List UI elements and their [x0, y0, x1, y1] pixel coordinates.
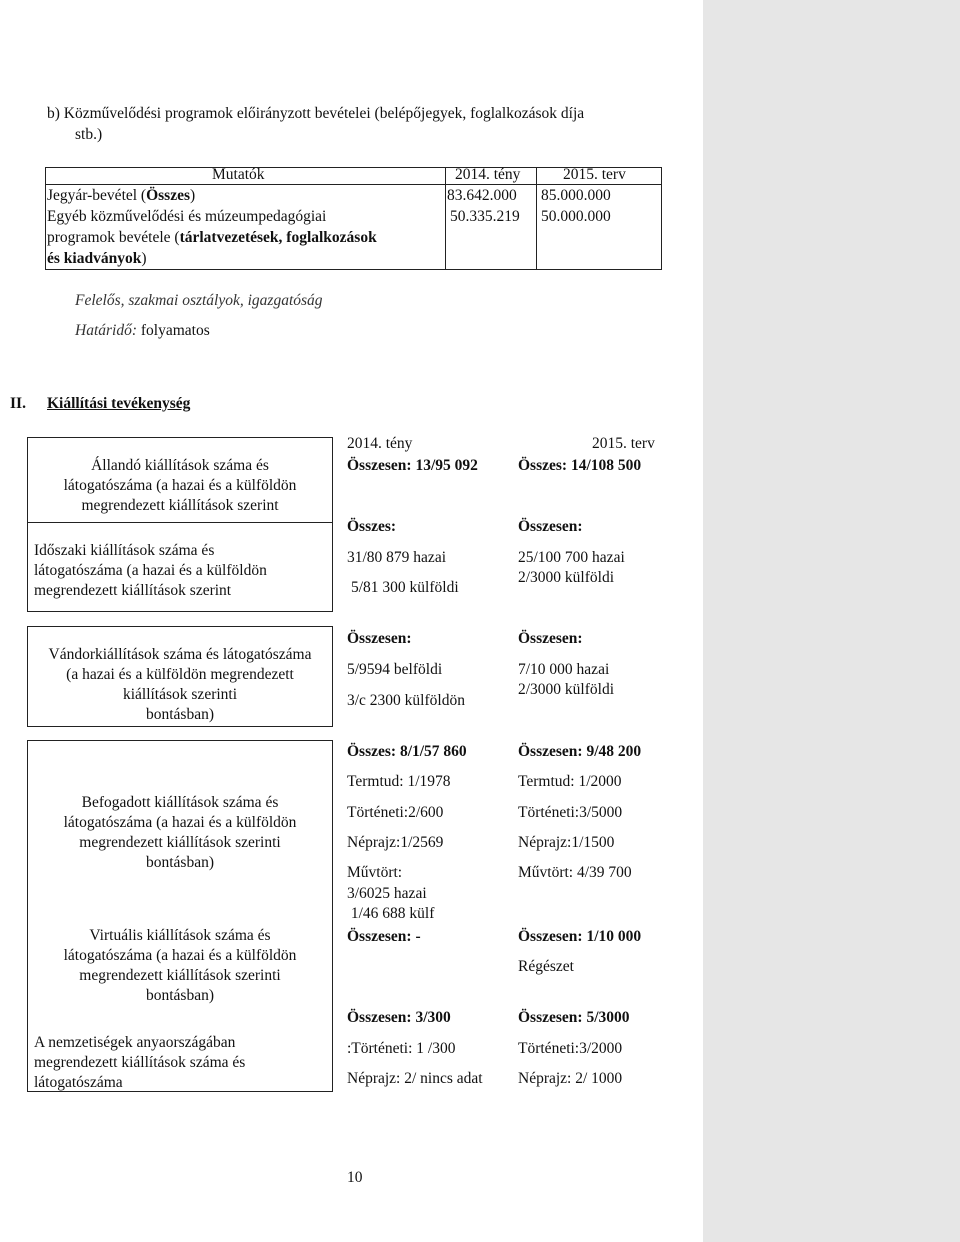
virtual-2015-line: Régészet	[518, 958, 574, 975]
virtual-label-line: Virtuális kiállítások száma és	[89, 927, 271, 944]
header-2015: 2015. terv	[563, 166, 626, 183]
received-2014-line: 1/46 688 külf	[347, 905, 435, 922]
travelling-2014-line: 3/c 2300 külföldön	[347, 692, 465, 709]
virtual-label-line: bontásban)	[145, 987, 214, 1004]
revenue-table-divider	[45, 184, 662, 185]
nationalities-label-line: látogatószáma	[34, 1074, 123, 1091]
received-label-line: megrendezett kiállítások szerinti	[79, 834, 281, 851]
permanent-label	[28, 456, 332, 516]
deadline-label: Határidő:	[75, 322, 137, 339]
deadline-value: folyamatos	[140, 322, 210, 339]
revenue-table-col-sep-1	[445, 167, 446, 270]
label-suffix: )	[190, 187, 196, 204]
received-label-line: Befogadott kiállítások száma és	[81, 794, 279, 811]
deadline-line	[75, 322, 210, 340]
temporary-2014-line: 31/80 879 hazai	[347, 549, 447, 566]
received-2015-head: Összesen: 9/48 200	[518, 743, 642, 760]
temporary-2015-line: 2/3000 külföldi	[518, 569, 615, 586]
temporary-2015-head: Összesen:	[518, 518, 583, 535]
permanent-label-line: látogatószáma (a hazai és a külföldön	[63, 477, 297, 494]
permanent-label-line: Állandó kiállítások száma és	[91, 457, 269, 474]
received-2015-line: Néprajz:1/1500	[518, 834, 615, 851]
travelling-label-line: bontásban)	[145, 706, 214, 723]
received-label-line: bontásban)	[145, 854, 214, 871]
nationalities-label-line: megrendezett kiállítások száma és	[34, 1054, 246, 1071]
box-divider	[27, 522, 333, 523]
row-ticket-revenue-2015: 85.000.000	[541, 187, 611, 204]
permanent-2015: Összes: 14/108 500	[518, 457, 642, 474]
virtual-label-line: megrendezett kiállítások szerinti	[79, 967, 281, 984]
header-mutatok: Mutatók	[212, 166, 265, 183]
received-2015-line: Termtud: 1/2000	[518, 773, 622, 790]
received-2015-line: Művtört: 4/39 700	[518, 864, 632, 881]
page-number: 10	[347, 1169, 363, 1186]
temporary-2014-line: 5/81 300 külföldi	[351, 579, 459, 596]
revenue-table-col-sep-2	[536, 167, 537, 270]
col-2015-header: 2015. terv	[592, 435, 655, 452]
received-2014-line: Termtud: 1/1978	[347, 773, 451, 790]
nationalities-2014-line: :Történeti: 1 /300	[347, 1040, 456, 1057]
row-ticket-revenue-2014: 83.642.000	[447, 187, 517, 204]
row-other-revenue-line2	[47, 229, 377, 247]
row-other-revenue-2015: 50.000.000	[541, 208, 611, 225]
responsible-text: Felelős, szakmai osztályok, igazgatóság	[75, 292, 323, 309]
temporary-label-line: Időszaki kiállítások száma és	[34, 542, 215, 559]
travelling-label-line: (a hazai és a külföldön megrendezett	[66, 666, 294, 683]
virtual-label	[28, 926, 332, 1006]
received-label	[28, 793, 332, 873]
nationalities-2015-head: Összesen: 5/3000	[518, 1009, 630, 1026]
travelling-2015-line: 2/3000 külföldi	[518, 681, 615, 698]
line3-bold: és kiadványok	[47, 250, 142, 267]
received-2014-line: 3/6025 hazai	[347, 885, 427, 902]
travelling-2015-head: Összesen:	[518, 630, 583, 647]
nationalities-label	[34, 1033, 332, 1093]
permanent-label-line: megrendezett kiállítások szerint	[81, 497, 279, 514]
received-label-line: látogatószáma (a hazai és a külföldön	[63, 814, 297, 831]
line2-prefix: programok bevétele (	[47, 229, 180, 246]
temporary-2015-line: 25/100 700 hazai	[518, 549, 625, 566]
header-2014: 2014. tény	[455, 166, 521, 183]
received-2014-line: Művtört:	[347, 864, 403, 881]
received-2014-head: Összes: 8/1/57 860	[347, 743, 467, 760]
nationalities-2015-line: Néprajz: 2/ 1000	[518, 1070, 623, 1087]
travelling-2015-line: 7/10 000 hazai	[518, 661, 610, 678]
nationalities-2015-line: Történeti:3/2000	[518, 1040, 623, 1057]
nationalities-2014-line: Néprajz: 2/ nincs adat	[347, 1070, 483, 1087]
nationalities-label-line: A nemzetiségek anyaországában	[34, 1034, 236, 1051]
line3-suffix: )	[141, 250, 147, 267]
temporary-label	[34, 541, 332, 601]
received-2014-line: Történeti:2/600	[347, 804, 444, 821]
travelling-label-line: kiállítások szerinti	[122, 686, 238, 703]
col-2014-header: 2014. tény	[347, 435, 413, 452]
temporary-label-line: látogatószáma (a hazai és a külföldön	[34, 562, 267, 579]
section-II-title: Kiállítási tevékenység	[47, 395, 191, 412]
label-bold: Összes	[146, 187, 191, 204]
row-other-revenue-2014: 50.335.219	[450, 208, 520, 225]
section-b-line2: stb.)	[75, 126, 103, 143]
travelling-label-line: Vándorkiállítások száma és látogatószáma	[48, 646, 312, 663]
permanent-2014: Összesen: 13/95 092	[347, 457, 478, 474]
nationalities-2014-head: Összesen: 3/300	[347, 1009, 451, 1026]
comment-margin	[703, 0, 960, 1242]
row-other-revenue-line3	[47, 250, 147, 268]
travelling-2014-line: 5/9594 belföldi	[347, 661, 443, 678]
virtual-2014-head: Összesen: -	[347, 928, 421, 945]
section-b-line1: b) Közművelődési programok előirányzott bevételei (belépőjegyek, foglalkozások díja	[47, 105, 585, 122]
line2-bold: tárlatvezetések, foglalkozások	[179, 229, 377, 246]
label-prefix: Jegyár-bevétel (	[47, 187, 147, 204]
section-II-number: II.	[10, 395, 26, 412]
row-ticket-revenue-label	[47, 187, 195, 205]
travelling-label	[28, 645, 332, 725]
temporary-label-line: megrendezett kiállítások szerint	[34, 582, 232, 599]
received-2014-line: Néprajz:1/2569	[347, 834, 444, 851]
temporary-2014-head: Összes:	[347, 518, 397, 535]
received-2015-line: Történeti:3/5000	[518, 804, 623, 821]
travelling-2014-head: Összesen:	[347, 630, 412, 647]
virtual-2015-head: Összesen: 1/10 000	[518, 928, 642, 945]
row-other-revenue-line1: Egyéb közművelődési és múzeumpedagógiai	[47, 208, 327, 225]
virtual-label-line: látogatószáma (a hazai és a külföldön	[63, 947, 297, 964]
